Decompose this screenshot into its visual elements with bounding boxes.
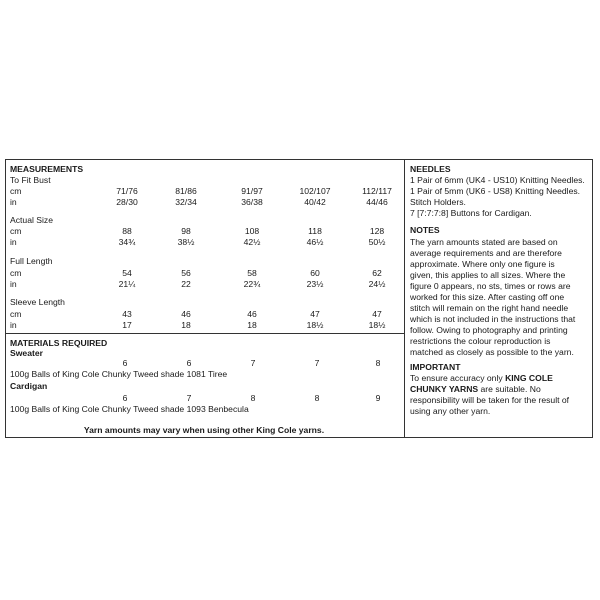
value-cell: 71/76 (116, 186, 138, 196)
important-line (410, 373, 553, 384)
quantity-cell: 9 (375, 393, 381, 403)
value-cell: 88 (122, 226, 132, 236)
value-cell: 32/34 (175, 197, 197, 207)
value-cell: 42½ (243, 237, 261, 247)
sweater-yarn-description: 100g Balls of King Cole Chunky Tweed shade 1081 Tiree (10, 369, 228, 379)
quantity-cell: 6 (122, 393, 128, 403)
value-cell: 18½ (306, 320, 324, 330)
notes-line: matched as closely as possible to the yarn. (410, 347, 574, 357)
notes-line: restrictions the colour reproduction is (410, 336, 551, 346)
value-cell: 36/38 (241, 197, 263, 207)
important-line: using any other yarn. (410, 406, 491, 416)
unit-label: in (10, 197, 17, 207)
important-text: are suitable. No (478, 384, 541, 394)
column-divider (404, 159, 405, 438)
value-cell: 60 (310, 268, 320, 278)
quantity-cell: 6 (122, 358, 128, 368)
value-cell: 128 (369, 226, 385, 236)
needles-line: 7 [7:7:7:8] Buttons for Cardigan. (410, 208, 532, 218)
value-cell: 21¼ (118, 279, 136, 289)
value-cell: 18 (181, 320, 191, 330)
to-fit-bust-label: To Fit Bust (10, 175, 51, 185)
value-cell: 98 (181, 226, 191, 236)
value-cell: 50½ (368, 237, 386, 247)
notes-heading: NOTES (410, 225, 440, 235)
unit-label: cm (10, 268, 22, 278)
actual-size-label: Actual Size (10, 215, 53, 225)
section-divider (5, 333, 404, 334)
value-cell: 46½ (306, 237, 324, 247)
unit-label: in (10, 237, 17, 247)
unit-label: in (10, 320, 17, 330)
needles-heading: NEEDLES (410, 164, 451, 174)
notes-line: follow. Owing to photography and printing (410, 325, 568, 335)
unit-label: cm (10, 226, 22, 236)
notes-line: worked for this size. After casting off one (410, 292, 565, 302)
value-cell: 58 (247, 268, 257, 278)
notes-line: given, this applies to all sizes. Where the (410, 270, 566, 280)
value-cell: 44/46 (366, 197, 388, 207)
quantity-cell: 8 (375, 358, 381, 368)
important-line (410, 384, 541, 395)
quantity-cell: 7 (314, 358, 320, 368)
value-cell: 38½ (177, 237, 195, 247)
value-cell: 28/30 (116, 197, 138, 207)
quantity-cell: 6 (186, 358, 192, 368)
sweater-label: Sweater (10, 348, 43, 358)
notes-line: figure 0 appears, no sts, times or rows are (410, 281, 571, 291)
value-cell: 47 (372, 309, 382, 319)
notes-line: approximate. Where only one figure is (410, 259, 555, 269)
value-cell: 102/107 (299, 186, 331, 196)
value-cell: 40/42 (304, 197, 326, 207)
measurements-heading: MEASUREMENTS (10, 164, 84, 174)
value-cell: 108 (244, 226, 260, 236)
sleeve-length-label: Sleeve Length (10, 297, 65, 307)
value-cell: 118 (308, 226, 322, 236)
brand-emphasis: KING COLE (505, 373, 553, 383)
materials-heading: MATERIALS REQUIRED (10, 338, 108, 348)
notes-line: The yarn amounts stated are based on (410, 237, 558, 247)
value-cell: 43 (122, 309, 132, 319)
notes-line: stitch will remain on the right hand needle (410, 303, 569, 313)
full-length-label: Full Length (10, 256, 53, 266)
notes-line: average requirements and are therefore (410, 248, 562, 258)
value-cell: 56 (181, 268, 191, 278)
important-heading: IMPORTANT (410, 362, 461, 372)
cardigan-label: Cardigan (10, 381, 48, 391)
value-cell: 22 (181, 279, 191, 289)
needles-line: 1 Pair of 6mm (UK4 - US10) Knitting Needles. (410, 175, 585, 185)
brand-emphasis: CHUNKY YARNS (410, 384, 479, 394)
quantity-cell: 8 (314, 393, 320, 403)
value-cell: 91/97 (241, 186, 263, 196)
notes-line: which is not included in the instructions that (410, 314, 576, 324)
important-text: To ensure accuracy only (410, 373, 506, 383)
value-cell: 18 (247, 320, 257, 330)
value-cell: 23½ (306, 279, 324, 289)
unit-label: in (10, 279, 17, 289)
value-cell: 24½ (368, 279, 386, 289)
quantity-cell: 7 (186, 393, 192, 403)
value-cell: 112/117 (362, 186, 392, 196)
value-cell: 17 (122, 320, 132, 330)
cardigan-yarn-description: 100g Balls of King Cole Chunky Tweed shade 1093 Benbecula (10, 404, 249, 414)
quantity-cell: 8 (250, 393, 256, 403)
quantity-cell: 7 (250, 358, 256, 368)
value-cell: 62 (372, 268, 382, 278)
yarn-amount-footnote: Yarn amounts may vary when using other King Cole yarns. (83, 425, 325, 435)
needles-line: 1 Pair of 5mm (UK6 - US8) Knitting Needles. (410, 186, 581, 196)
unit-label: cm (10, 309, 22, 319)
value-cell: 81/86 (175, 186, 197, 196)
value-cell: 54 (122, 268, 132, 278)
value-cell: 22¾ (243, 279, 261, 289)
important-line: responsibility will be taken for the result of (410, 395, 570, 405)
value-cell: 46 (181, 309, 191, 319)
needles-line: Stitch Holders. (410, 197, 466, 207)
value-cell: 46 (247, 309, 257, 319)
value-cell: 18½ (368, 320, 386, 330)
value-cell: 47 (310, 309, 320, 319)
unit-label: cm (10, 186, 22, 196)
value-cell: 34¾ (118, 237, 136, 247)
